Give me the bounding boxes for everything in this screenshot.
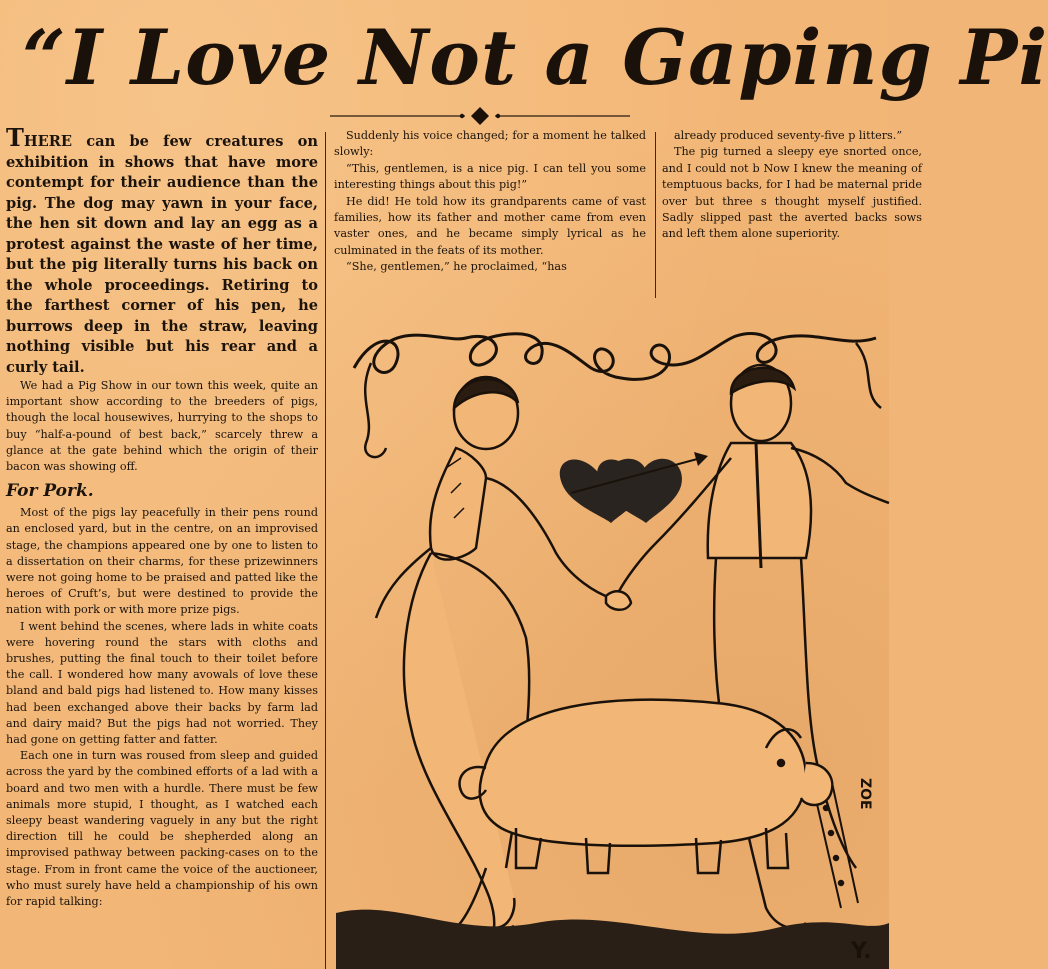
article-column-1 [6,123,318,910]
ribbon-tail-left [365,363,386,457]
quote-she-gentlemen: “She, gentlemen,” he proclaimed, “has [346,260,567,274]
ribbon-tail-right [856,343,881,408]
paragraph-each-one: Each one in turn was roused from sleep and guided across the yard by the combined efforts of a lad with a board and two men with a hurdle. There must be few animals more stupid, I thought, as I watched each sleepy beast wandering vaguely in any but the right direction till he could be shepherded along an improvised pathway between packing-cases on to the stage. From in front came the voice of the auctioneer, who must surely have held a championship of his own for rapid talking: [6,749,318,909]
paragraph-he-did: He did! He told how its grandparents came of vast families, how its father and mother came from even vaster ones, and he became simply lyrical as he culminated in the feats of its mother. [334,194,646,257]
article-column-2 [334,128,646,276]
column-rule-1 [325,132,326,969]
paragraph-pens: Most of the pigs lay peacefully in their pens round an enclosed yard, but in the centre, on an improvised stage, the champions appeared one by one to listen to a dissertation on their charms, for these prizewinners were not going home to be praised and patted like the heroes of Cruft’s, but were destined to provide the nation with pork or with more prize pigs. [6,506,318,617]
lead-text: HERE can be few creatures on exhibition in shows that have more contempt for their audience than the pig. The dog may yawn in your face, the hen sit down and lay an egg as a protest against the waste of her time, but the pig literally turns his back on the whole proceedings. Retiring to the farthest corner of his pen, he burrows deep in the straw, leaving nothing visible but his rear and a curly tail. [6,133,318,376]
scroll-ribbon [354,333,876,379]
column-rule-2 [655,132,656,298]
ground-strip [336,910,889,969]
corner-mark: Y. [851,939,872,964]
article-headline: “I Love Not a Gaping Pi [22,13,1048,102]
joined-hands [606,591,631,610]
drop-cap: T [6,123,24,152]
pig-and-couple-illustration [336,308,889,969]
paragraph-pig-show: We had a Pig Show in our town this week, quite an important show according to the breeders of pigs, though the local housewives, hurrying to the shops to buy “half-a-pound of best back,” scarcely threw a glance at the gate behind which the origin of their bacon was showing off. [6,379,318,474]
paragraph-voice-changed: Suddenly his voice changed; for a moment he talked slowly: [334,129,646,159]
paragraph-behind-scenes: I went behind the scenes, where lads in white coats were hovering round the stars with cloths and brushes, putting the final touch to their toilet before the call. I wondered how many avowals of love these bland and bald pigs had listened to. How many kisses had been exchanged above their backs by farm lad and dairy maid? But the pigs had not worried. They had gone on getting fatter and fatter. [6,619,318,747]
pig-figure [459,700,832,873]
subhead-for-pork: For Pork. [6,481,94,502]
article-column-3 [662,128,922,243]
quote-nice-pig: “This, gentlemen, is a nice pig. I can tell you some interesting things about this pig!” [334,161,646,192]
paragraph-seventy-five: already produced seventy-five p litters.” [674,129,903,142]
artist-signature: ZOE [857,778,873,810]
paragraph-pig-turned: The pig turned a sleepy eye snorted once, and I could not b Now I knew the meaning of temptuous backs, for I had be maternal pride over but three s thought myself justified. Sadly slipped past the averted backs sows and left them alone superiority. [662,145,922,241]
headline-ornament-rule [330,104,630,128]
lead-paragraph [6,123,318,378]
